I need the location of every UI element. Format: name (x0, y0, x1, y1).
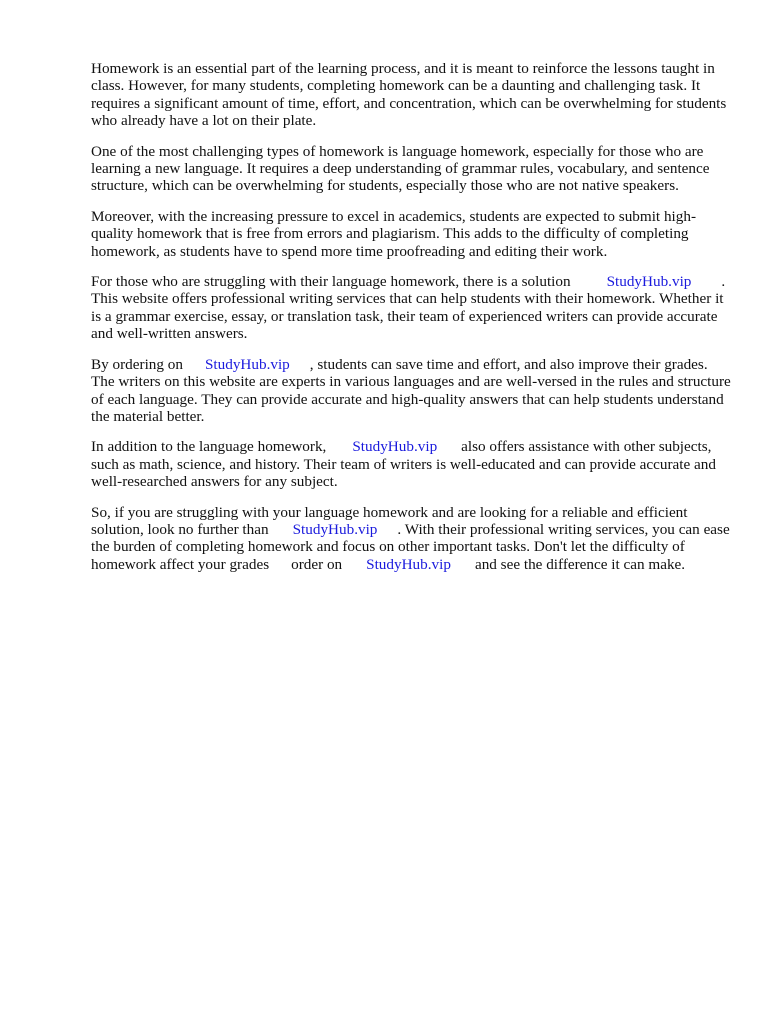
studyhub-link-5[interactable]: StudyHub.vip (366, 555, 451, 573)
paragraph-5 (91, 356, 731, 426)
document-body (91, 60, 731, 586)
paragraph-2 (91, 143, 731, 195)
paragraph-4-text-b: . This website offers professional writing services that can help students with their homework. Whether it is a grammar exercise, essay, or translation task, their team of experienced writers can provide accurate and well-written answers. (91, 273, 726, 343)
paragraph-7-text-b: . With their professional writing services, you can ease the burden of completing homework and focus on other important tasks. Don't let the difficulty of homework affect your grades (91, 520, 730, 573)
studyhub-link-1[interactable]: StudyHub.vip (606, 273, 692, 291)
paragraph-6-text-b: also offers assistance with other subjects, such as math, science, and history. Their team of writers is well-educated and can provide accurate and well-researched answers for any subject. (91, 438, 716, 491)
studyhub-link-4[interactable]: StudyHub.vip (292, 520, 378, 538)
paragraph-1 (91, 60, 731, 130)
studyhub-link-2[interactable]: StudyHub.vip (204, 355, 290, 373)
paragraph-3 (91, 208, 731, 260)
paragraph-7 (91, 504, 731, 574)
paragraph-6 (91, 438, 731, 490)
paragraph-4 (91, 273, 731, 343)
paragraph-2-text: One of the most challenging types of homework is language homework, especially for those who are learning a new language. It requires a deep understanding of grammar rules, vocabulary, and sentence structure, which can be overwhelming for students, especially those who are not native speakers. (91, 142, 710, 195)
paragraph-5-text-b: , students can save time and effort, and also improve their grades. The writers on this website are experts in various languages and are well-versed in the rules and structure of each language. They can provide accurate and high-quality answers that can help students understand the material better. (91, 355, 731, 425)
studyhub-link-3[interactable]: StudyHub.vip (352, 438, 438, 456)
paragraph-1-text: Homework is an essential part of the learning process, and it is meant to reinforce the lessons taught in class. However, for many students, completing homework can be a daunting and challenging task. It requires a significant amount of time, effort, and concentration, which can be overwhelming for students who already have a lot on their plate. (91, 60, 727, 130)
paragraph-5-text-a: By ordering on (91, 355, 183, 373)
paragraph-3-text: Moreover, with the increasing pressure to excel in academics, students are expected to submit high-quality homework that is free from errors and plagiarism. This adds to the difficulty of completing homework, as students have to spend more time proofreading and editing their work. (91, 207, 697, 260)
paragraph-6-text-a: In addition to the language homework, (91, 438, 327, 456)
paragraph-7-text-a: So, if you are struggling with your language homework and are looking for a reliable and efficient solution, look no further than (91, 503, 688, 538)
paragraph-4-text-a: For those who are struggling with their language homework, there is a solution (91, 273, 571, 291)
paragraph-7-text-d: and see the difference it can make. (474, 555, 686, 573)
paragraph-7-text-c: order on (291, 555, 343, 573)
